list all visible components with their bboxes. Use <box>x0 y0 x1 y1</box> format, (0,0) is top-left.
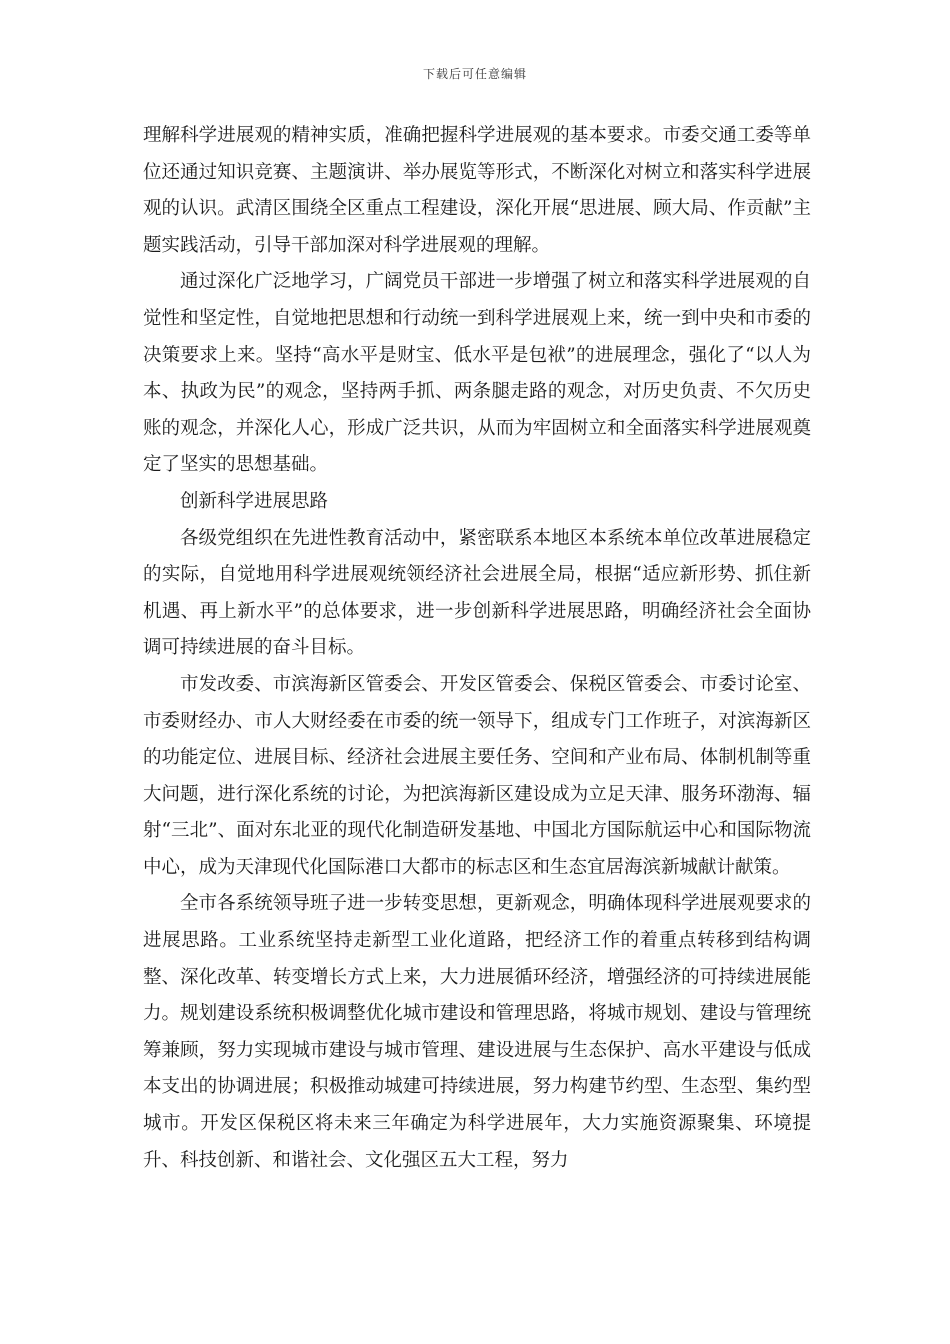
paragraph-continuation: 理解科学进展观的精神实质，准确把握科学进展观的基本要求。市委交通工委等单位还通过知识竞赛、主题演讲、举办展览等形式，不断深化对树立和落实科学进展观的认识。武清区围绕全区重点工程建设，深化开展“思进展、顾大局、作贡献”主题实践活动，引导干部加深对科学进展观的理解。 <box>143 125 811 256</box>
paragraph: 通过深化广泛地学习，广阔党员干部进一步增强了树立和落实科学进展观的自觉性和坚定性，自觉地把思想和行动统一到科学进展观上来，统一到中央和市委的决策要求上来。坚持“高水平是财宝、低水平是包袱”的进展理念，强化了“以人为本、执政为民”的观念，坚持两手抓、两条腿走路的观念，对历史负责、不欠历史账的观念，并深化人心，形成广泛共识，从而为牢固树立和全面落实科学进展观奠定了坚实的思想基础。 <box>143 271 811 476</box>
section-heading: 创新科学进展思路 <box>180 490 329 512</box>
paragraph: 全市各系统领导班子进一步转变思想，更新观念，明确体现科学进展观要求的进展思路。工业系统坚持走新型工业化道路，把经济工作的着重点转移到结构调整、深化改革、转变增长方式上来，大力进展循环经济，增强经济的可持续进展能力。规划建设系统积极调整优化城市建设和管理思路，将城市规划、建设与管理统筹兼顾，努力实现城市建设与城市管理、建设进展与生态保护、高水平建设与低成本支出的协调进展；积极推动城建可持续进展，努力构建节约型、生态型、集约型城市。开发区保税区将未来三年确定为科学进展年，大力实施资源聚集、环境提升、科技创新、和谐社会、文化强区五大工程，努力 <box>143 893 811 1171</box>
paragraph: 各级党组织在先进性教育活动中，紧密联系本地区本系统本单位改革进展稳定的实际，自觉地用科学进展观统领经济社会进展全局，根据“适应新形势、抓住新机遇、再上新水平”的总体要求，进一步创新科学进展思路，明确经济社会全面协调可持续进展的奋斗目标。 <box>143 527 811 659</box>
document-body <box>143 118 811 1179</box>
page-header: 下载后可任意编辑 <box>422 67 527 81</box>
paragraph: 市发改委、市滨海新区管委会、开发区管委会、保税区管委会、市委讨论室、市委财经办、市人大财经委在市委的统一领导下，组成专门工作班子，对滨海新区的功能定位、进展目标、经济社会进展主要任务、空间和产业布局、体制机制等重大问题，进行深化系统的讨论，为把滨海新区建设成为立足天津、服务环渤海、辐射“三北”、面对东北亚的现代化制造研发基地、中国北方国际航运中心和国际物流中心，成为天津现代化国际港口大都市的标志区和生态宜居海滨新城献计献策。 <box>143 673 811 878</box>
